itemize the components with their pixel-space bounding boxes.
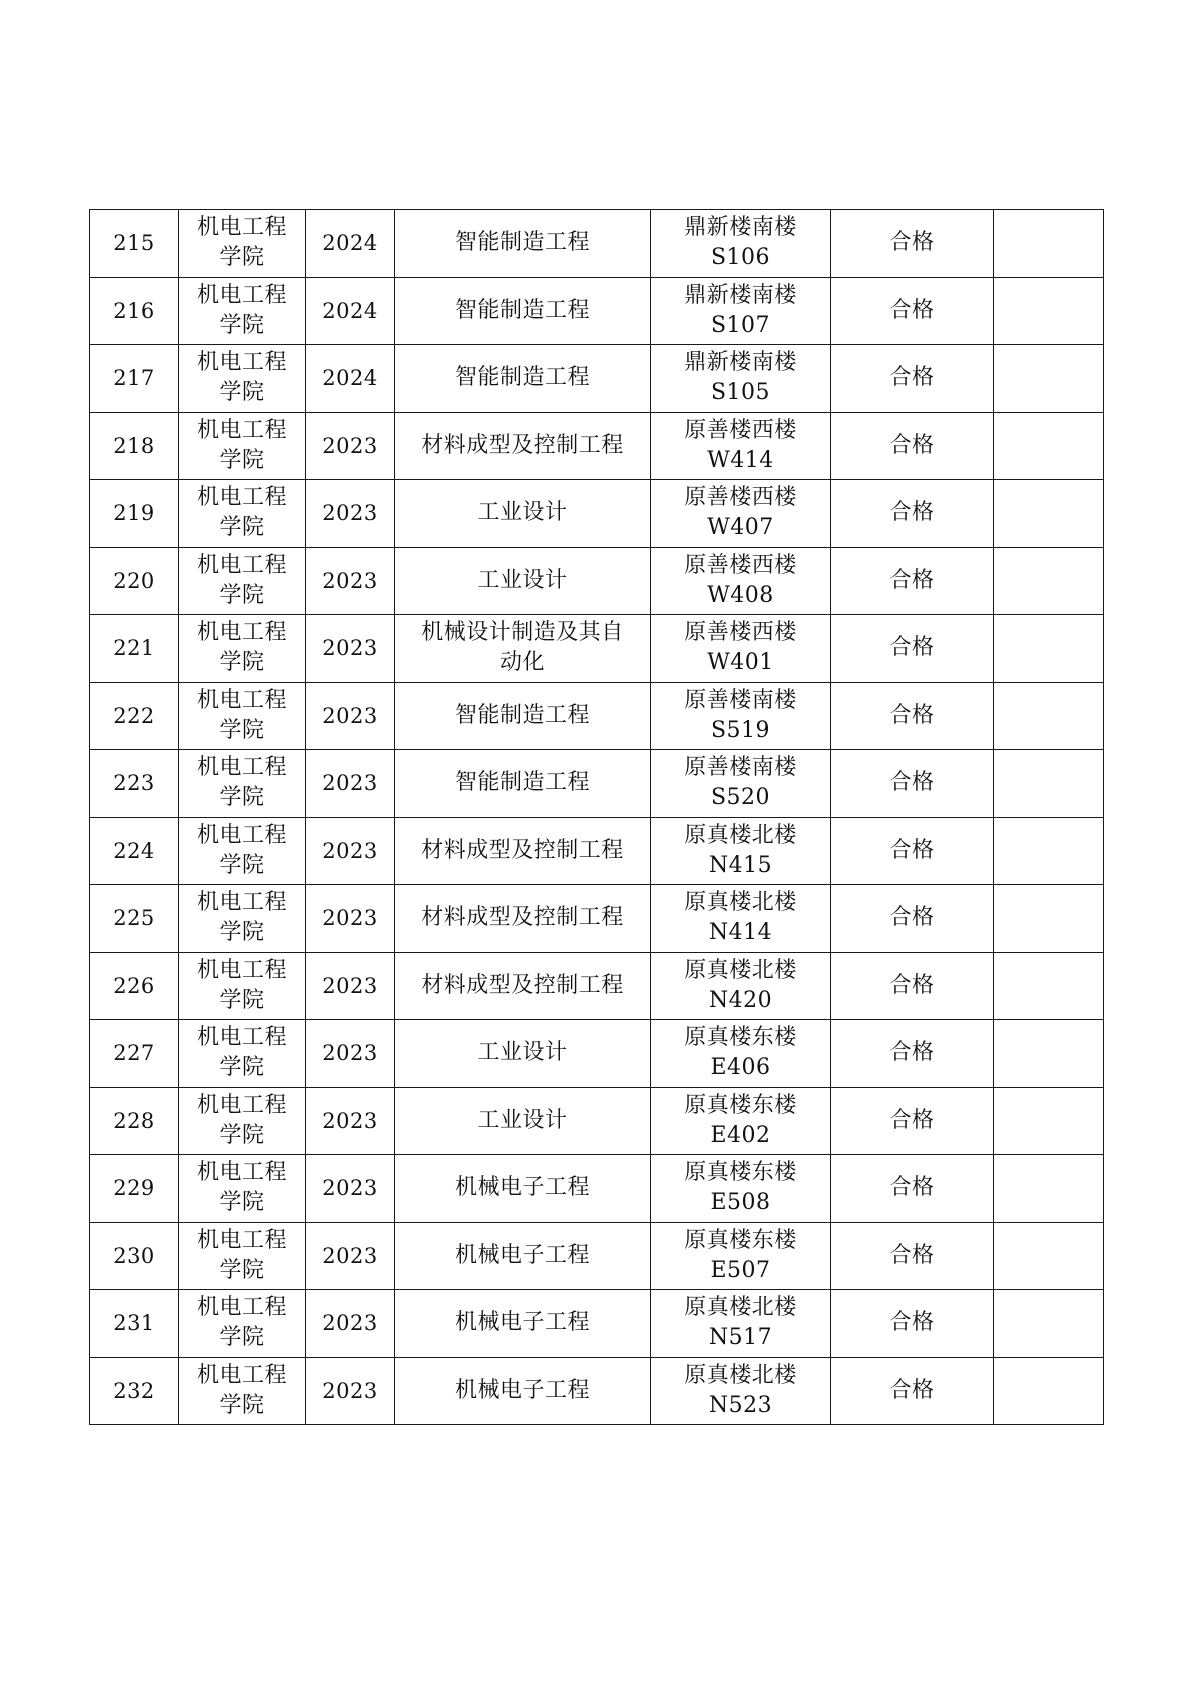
remark-cell (994, 210, 1104, 278)
college-cell-line: 机电工程 (196, 1295, 287, 1321)
inspection-results-table (89, 209, 1104, 1425)
year-cell: 2023 (306, 547, 395, 615)
college-cell-line: 机电工程 (196, 1227, 287, 1253)
college-cell-line: 学院 (219, 852, 265, 878)
major-cell (395, 277, 651, 345)
year-cell: 2023 (306, 480, 395, 548)
table-row (90, 750, 1104, 818)
room-cell-line: 原真楼北楼 (684, 890, 797, 916)
row-number-cell: 226 (90, 952, 179, 1020)
college-cell (179, 615, 306, 683)
room-cell (651, 547, 831, 615)
college-cell-line: 学院 (219, 380, 265, 406)
result-cell: 合格 (831, 547, 994, 615)
result-cell: 合格 (831, 750, 994, 818)
major-cell-line: 机械电子工程 (454, 1377, 590, 1403)
college-cell (179, 547, 306, 615)
table-row (90, 1290, 1104, 1358)
remark-cell (994, 952, 1104, 1020)
college-cell (179, 412, 306, 480)
result-cell: 合格 (831, 1020, 994, 1088)
major-cell-line: 机械设计制造及其自 (421, 620, 624, 646)
major-cell-line: 机械电子工程 (454, 1310, 590, 1336)
room-cell (651, 1357, 831, 1425)
college-cell-line: 机电工程 (196, 215, 287, 241)
result-cell: 合格 (831, 615, 994, 683)
major-cell (395, 1020, 651, 1088)
remark-cell (994, 1290, 1104, 1358)
room-cell-line: 原善楼西楼 (684, 620, 797, 646)
college-cell (179, 952, 306, 1020)
result-cell: 合格 (831, 885, 994, 953)
college-cell-line: 学院 (219, 1122, 265, 1148)
college-cell-line: 学院 (219, 515, 265, 541)
year-cell: 2023 (306, 1087, 395, 1155)
college-cell-line: 机电工程 (196, 552, 287, 578)
college-cell-line: 学院 (219, 920, 265, 946)
major-cell-line: 工业设计 (477, 500, 568, 526)
college-cell (179, 345, 306, 413)
remark-cell (994, 1357, 1104, 1425)
college-cell (179, 817, 306, 885)
major-cell-line: 材料成型及控制工程 (421, 432, 624, 458)
college-cell (179, 682, 306, 750)
year-cell: 2023 (306, 412, 395, 480)
remark-cell (994, 345, 1104, 413)
room-cell-line: 原真楼北楼 (684, 822, 797, 848)
room-cell (651, 885, 831, 953)
year-cell: 2023 (306, 1290, 395, 1358)
major-cell-line: 机械电子工程 (454, 1175, 590, 1201)
room-cell (651, 682, 831, 750)
room-cell-line: 原真楼北楼 (684, 957, 797, 983)
room-cell (651, 817, 831, 885)
table-row (90, 210, 1104, 278)
college-cell (179, 210, 306, 278)
room-cell (651, 480, 831, 548)
college-cell-line: 机电工程 (196, 282, 287, 308)
result-cell: 合格 (831, 682, 994, 750)
table-row (90, 817, 1104, 885)
room-cell (651, 277, 831, 345)
table-row (90, 412, 1104, 480)
major-cell-line: 材料成型及控制工程 (421, 972, 624, 998)
room-cell-line: S519 (710, 717, 771, 743)
year-cell: 2023 (306, 615, 395, 683)
college-cell (179, 885, 306, 953)
college-cell-line: 学院 (219, 312, 265, 338)
college-cell-line: 机电工程 (196, 1092, 287, 1118)
table-row (90, 1222, 1104, 1290)
room-cell-line: 原真楼东楼 (684, 1160, 797, 1186)
remark-cell (994, 885, 1104, 953)
room-cell-line: 鼎新楼南楼 (684, 350, 797, 376)
row-number-cell: 221 (90, 615, 179, 683)
college-cell-line: 学院 (219, 785, 265, 811)
table-row (90, 885, 1104, 953)
major-cell-line: 智能制造工程 (454, 770, 590, 796)
room-cell-line: 原真楼东楼 (684, 1025, 797, 1051)
college-cell-line: 学院 (219, 1257, 265, 1283)
room-cell-line: S106 (710, 245, 771, 271)
remark-cell (994, 480, 1104, 548)
row-number-cell: 218 (90, 412, 179, 480)
room-cell-line: N420 (708, 987, 773, 1013)
college-cell-line: 机电工程 (196, 1362, 287, 1388)
room-cell-line: W407 (707, 515, 774, 541)
room-cell (651, 412, 831, 480)
result-cell: 合格 (831, 345, 994, 413)
room-cell (651, 750, 831, 818)
row-number-cell: 217 (90, 345, 179, 413)
college-cell-line: 学院 (219, 987, 265, 1013)
row-number-cell: 224 (90, 817, 179, 885)
major-cell (395, 1357, 651, 1425)
row-number-cell: 225 (90, 885, 179, 953)
room-cell-line: E406 (710, 1055, 771, 1081)
result-cell: 合格 (831, 412, 994, 480)
major-cell (395, 1222, 651, 1290)
row-number-cell: 227 (90, 1020, 179, 1088)
college-cell-line: 学院 (219, 1190, 265, 1216)
year-cell: 2023 (306, 885, 395, 953)
year-cell: 2023 (306, 750, 395, 818)
major-cell (395, 480, 651, 548)
college-cell-line: 机电工程 (196, 957, 287, 983)
room-cell (651, 615, 831, 683)
table-row (90, 1020, 1104, 1088)
result-cell: 合格 (831, 817, 994, 885)
result-cell: 合格 (831, 277, 994, 345)
room-cell-line: 原善楼南楼 (684, 755, 797, 781)
remark-cell (994, 1222, 1104, 1290)
table-row (90, 682, 1104, 750)
remark-cell (994, 1087, 1104, 1155)
major-cell-line: 智能制造工程 (454, 365, 590, 391)
major-cell (395, 1155, 651, 1223)
college-cell-line: 学院 (219, 1392, 265, 1418)
college-cell-line: 学院 (219, 582, 265, 608)
room-cell-line: E507 (710, 1257, 771, 1283)
year-cell: 2024 (306, 210, 395, 278)
remark-cell (994, 412, 1104, 480)
major-cell-line: 智能制造工程 (454, 230, 590, 256)
year-cell: 2023 (306, 817, 395, 885)
room-cell-line: E508 (710, 1190, 771, 1216)
remark-cell (994, 682, 1104, 750)
room-cell-line: 原善楼西楼 (684, 485, 797, 511)
table-row (90, 547, 1104, 615)
room-cell-line: N415 (708, 852, 773, 878)
room-cell-line: 原真楼北楼 (684, 1295, 797, 1321)
year-cell: 2023 (306, 682, 395, 750)
major-cell-line: 机械电子工程 (454, 1242, 590, 1268)
row-number-cell: 215 (90, 210, 179, 278)
table-row (90, 615, 1104, 683)
major-cell-line: 动化 (499, 650, 545, 676)
room-cell-line: W414 (707, 447, 774, 473)
room-cell-line: 鼎新楼南楼 (684, 215, 797, 241)
room-cell-line: E402 (710, 1122, 771, 1148)
room-cell (651, 1155, 831, 1223)
major-cell (395, 412, 651, 480)
room-cell-line: 原善楼西楼 (684, 552, 797, 578)
major-cell-line: 工业设计 (477, 567, 568, 593)
major-cell (395, 885, 651, 953)
college-cell (179, 277, 306, 345)
result-cell: 合格 (831, 1290, 994, 1358)
room-cell-line: N414 (708, 920, 773, 946)
room-cell-line: 原善楼西楼 (684, 417, 797, 443)
row-number-cell: 222 (90, 682, 179, 750)
college-cell (179, 480, 306, 548)
table-row (90, 952, 1104, 1020)
year-cell: 2023 (306, 952, 395, 1020)
room-cell-line: 原真楼北楼 (684, 1362, 797, 1388)
college-cell (179, 1087, 306, 1155)
major-cell (395, 547, 651, 615)
result-cell: 合格 (831, 480, 994, 548)
room-cell-line: S105 (710, 380, 771, 406)
row-number-cell: 230 (90, 1222, 179, 1290)
college-cell (179, 1020, 306, 1088)
major-cell (395, 615, 651, 683)
college-cell-line: 机电工程 (196, 1025, 287, 1051)
remark-cell (994, 1155, 1104, 1223)
college-cell-line: 学院 (219, 1325, 265, 1351)
row-number-cell: 229 (90, 1155, 179, 1223)
room-cell-line: 原真楼东楼 (684, 1092, 797, 1118)
room-cell-line: N517 (708, 1325, 773, 1351)
table-body (90, 210, 1104, 1425)
major-cell (395, 952, 651, 1020)
college-cell (179, 1155, 306, 1223)
major-cell (395, 750, 651, 818)
room-cell-line: S107 (710, 312, 771, 338)
year-cell: 2023 (306, 1222, 395, 1290)
result-cell: 合格 (831, 1087, 994, 1155)
major-cell (395, 210, 651, 278)
result-cell: 合格 (831, 1222, 994, 1290)
room-cell-line: W401 (707, 650, 774, 676)
year-cell: 2023 (306, 1020, 395, 1088)
college-cell-line: 机电工程 (196, 620, 287, 646)
remark-cell (994, 1020, 1104, 1088)
table-row (90, 480, 1104, 548)
result-cell: 合格 (831, 1357, 994, 1425)
major-cell-line: 材料成型及控制工程 (421, 837, 624, 863)
major-cell (395, 1290, 651, 1358)
college-cell-line: 机电工程 (196, 485, 287, 511)
remark-cell (994, 547, 1104, 615)
row-number-cell: 228 (90, 1087, 179, 1155)
row-number-cell: 232 (90, 1357, 179, 1425)
row-number-cell: 220 (90, 547, 179, 615)
college-cell (179, 750, 306, 818)
major-cell (395, 1087, 651, 1155)
table-row (90, 277, 1104, 345)
room-cell-line: S520 (710, 785, 771, 811)
year-cell: 2024 (306, 345, 395, 413)
room-cell (651, 345, 831, 413)
major-cell-line: 材料成型及控制工程 (421, 905, 624, 931)
major-cell-line: 工业设计 (477, 1107, 568, 1133)
remark-cell (994, 750, 1104, 818)
major-cell-line: 智能制造工程 (454, 297, 590, 323)
college-cell-line: 机电工程 (196, 1160, 287, 1186)
row-number-cell: 219 (90, 480, 179, 548)
college-cell (179, 1357, 306, 1425)
table-row (90, 1155, 1104, 1223)
college-cell-line: 学院 (219, 447, 265, 473)
college-cell-line: 学院 (219, 245, 265, 271)
college-cell-line: 学院 (219, 717, 265, 743)
year-cell: 2023 (306, 1357, 395, 1425)
room-cell-line: N523 (708, 1392, 773, 1418)
year-cell: 2023 (306, 1155, 395, 1223)
row-number-cell: 223 (90, 750, 179, 818)
room-cell (651, 1290, 831, 1358)
room-cell (651, 1020, 831, 1088)
table-row (90, 1087, 1104, 1155)
room-cell (651, 952, 831, 1020)
room-cell-line: 原善楼南楼 (684, 687, 797, 713)
room-cell-line: 原真楼东楼 (684, 1227, 797, 1253)
college-cell-line: 机电工程 (196, 350, 287, 376)
table-row (90, 345, 1104, 413)
room-cell (651, 1087, 831, 1155)
remark-cell (994, 817, 1104, 885)
room-cell (651, 210, 831, 278)
college-cell-line: 学院 (219, 650, 265, 676)
major-cell-line: 智能制造工程 (454, 702, 590, 728)
remark-cell (994, 277, 1104, 345)
room-cell (651, 1222, 831, 1290)
college-cell (179, 1222, 306, 1290)
college-cell-line: 机电工程 (196, 417, 287, 443)
row-number-cell: 216 (90, 277, 179, 345)
result-cell: 合格 (831, 210, 994, 278)
remark-cell (994, 615, 1104, 683)
major-cell-line: 工业设计 (477, 1040, 568, 1066)
major-cell (395, 345, 651, 413)
major-cell (395, 817, 651, 885)
room-cell-line: W408 (707, 582, 774, 608)
table-row (90, 1357, 1104, 1425)
year-cell: 2024 (306, 277, 395, 345)
college-cell-line: 机电工程 (196, 890, 287, 916)
college-cell-line: 学院 (219, 1055, 265, 1081)
major-cell (395, 682, 651, 750)
row-number-cell: 231 (90, 1290, 179, 1358)
college-cell-line: 机电工程 (196, 822, 287, 848)
room-cell-line: 鼎新楼南楼 (684, 282, 797, 308)
college-cell-line: 机电工程 (196, 687, 287, 713)
result-cell: 合格 (831, 952, 994, 1020)
result-cell: 合格 (831, 1155, 994, 1223)
college-cell-line: 机电工程 (196, 755, 287, 781)
college-cell (179, 1290, 306, 1358)
